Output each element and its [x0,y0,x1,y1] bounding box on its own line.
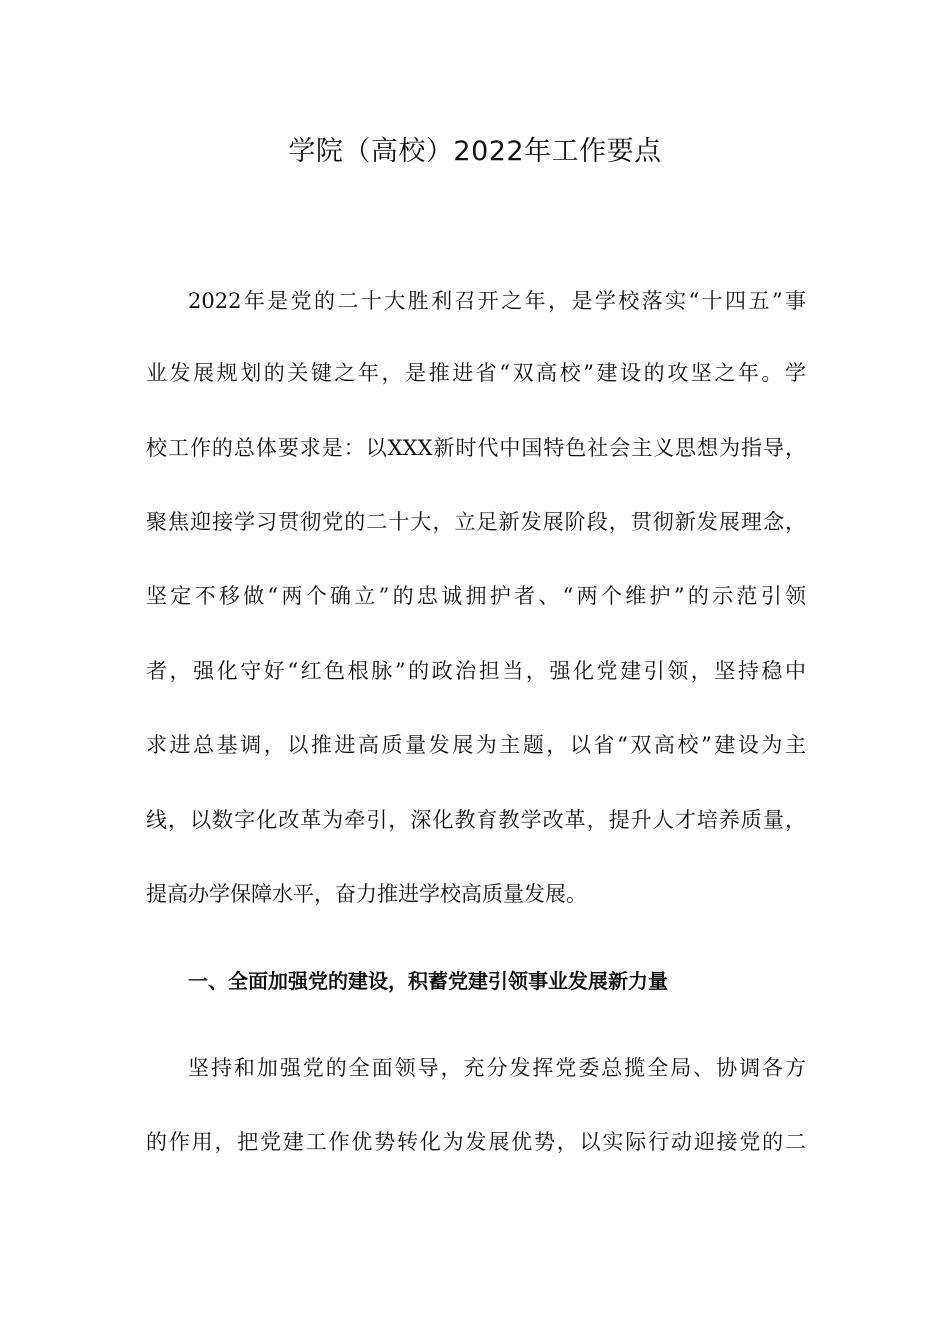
section-1-heading: 一、全面加强党的建设，积蓄党建引领事业发展新力量 [188,969,668,993]
intro-line-9: 提高办学保障水平，奋力推进学校高质量发展。 [146,882,587,906]
intro-line-7: 求进总基调，以推进高质量发展为主题，以省“双高校”建设为主 [146,733,806,757]
intro-line-8: 线，以数字化改革为牵引，深化教育教学改革，提升人才培养质量， [146,808,806,832]
intro-line-3: 校工作的总体要求是：以XXX新时代中国特色社会主义思想为指导， [146,436,806,460]
intro-line-4: 聚焦迎接学习贯彻党的二十大，立足新发展阶段，贯彻新发展理念， [146,510,806,534]
section-1-line-1: 坚持和加强党的全面领导，充分发挥党委总揽全局、协调各方 [188,1056,806,1080]
intro-line-6: 者，强化守好“红色根脉”的政治担当，强化党建引领，坚持稳中 [146,659,806,683]
document-title: 学院（高校）2022年工作要点 [288,136,662,167]
intro-line-1: 2022年是党的二十大胜利召开之年，是学校落实“十四五”事 [188,289,806,313]
intro-line-5: 坚定不移做“两个确立”的忠诚拥护者、“两个维护”的示范引领 [146,584,806,608]
intro-line-2: 业发展规划的关键之年，是推进省“双高校”建设的攻坚之年。学 [146,361,806,385]
section-1-line-2: 的作用，把党建工作优势转化为发展优势，以实际行动迎接党的二 [146,1130,806,1154]
